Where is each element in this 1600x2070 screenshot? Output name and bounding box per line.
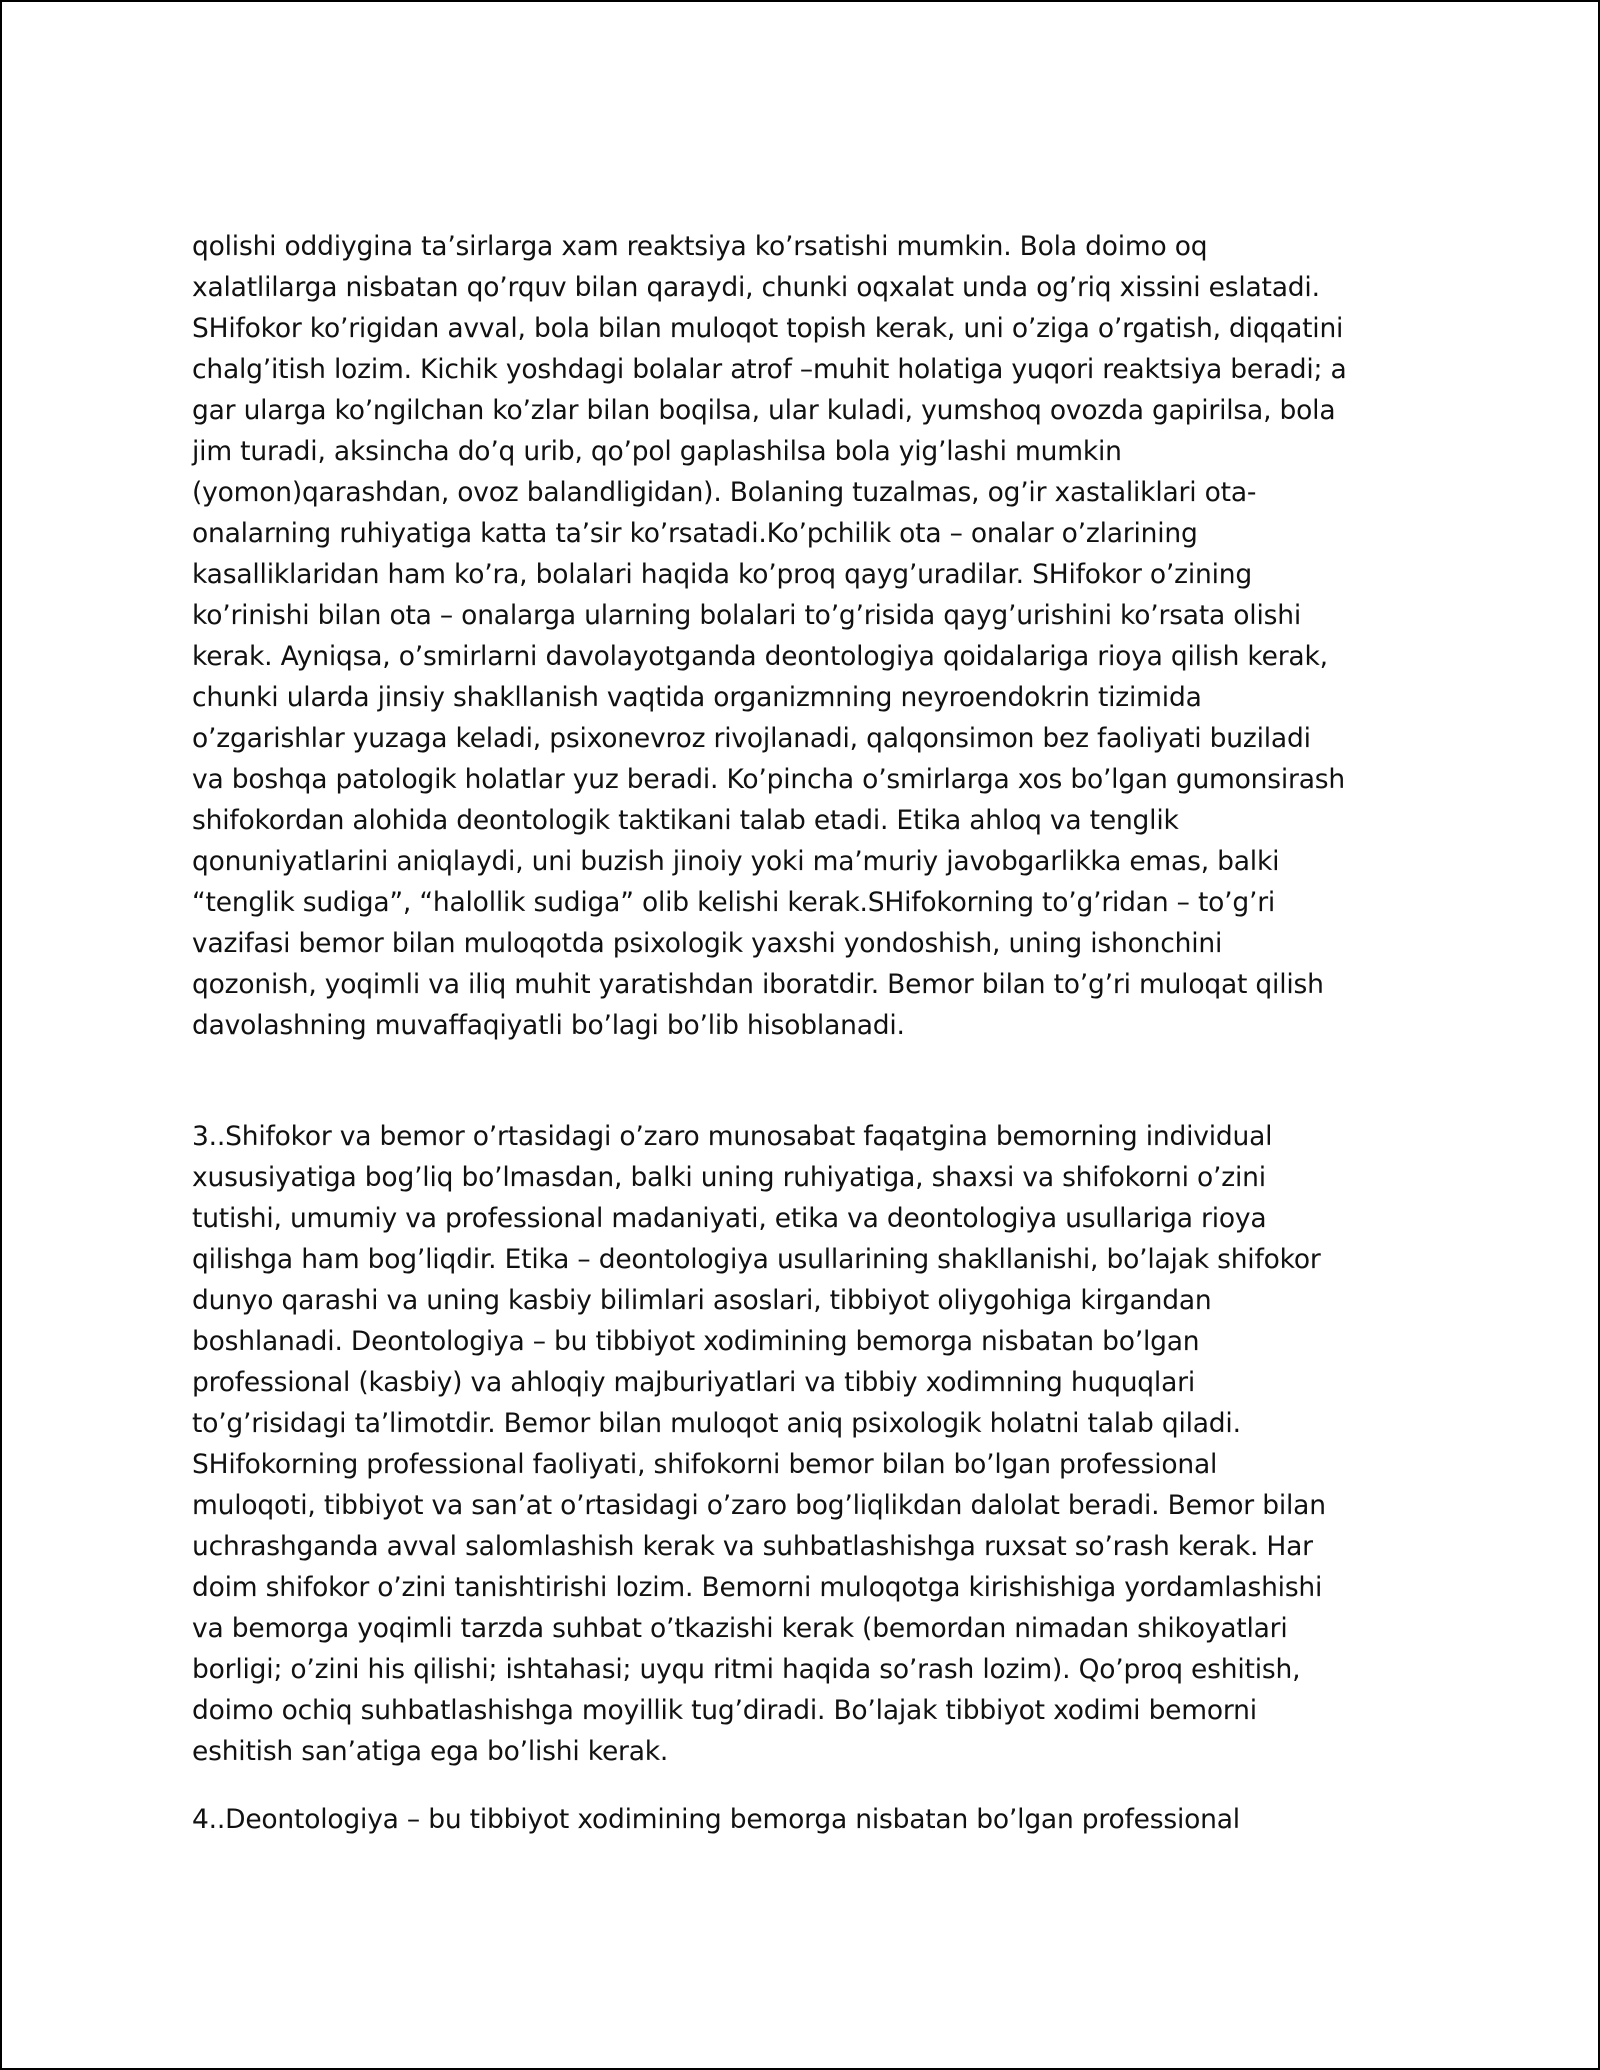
text-line: 3..Shifokor va bemor o’rtasidagi o’zaro munosabat faqatgina bemorning individual: [192, 1121, 1273, 1152]
text-line: to’g’risidagi ta’limotdir. Bemor bilan muloqot aniq psixologik holatni talab qiladi.: [192, 1408, 1241, 1439]
text-line: vazifasi bemor bilan muloqotda psixologik yaxshi yondoshish, uning ishonchini: [192, 928, 1223, 959]
text-line: ko’rinishi bilan ota – onalarga ularning bolalari to’g’risida qayg’urishini ko’rsata olishi: [192, 600, 1301, 631]
text-line: eshitish san’atiga ega bo’lishi kerak.: [192, 1736, 669, 1767]
text-line: va boshqa patologik holatlar yuz beradi. Ko’pincha o’smirlarga xos bo’lgan gumonsirash: [192, 764, 1345, 795]
text-line: muloqoti, tibbiyot va san’at o’rtasidagi o’zaro bog’liqlikdan dalolat beradi. Bemor bilan: [192, 1490, 1326, 1521]
text-line: professional (kasbiy) va ahloqiy majburiyatlari va tibbiy xodimning huquqlari: [192, 1367, 1195, 1398]
text-line: qolishi oddiygina ta’sirlarga xam reaktsiya ko’rsatishi mumkin. Bola doimo oq: [192, 231, 1208, 262]
text-line: kasalliklaridan ham ko’ra, bolalari haqida ko’proq qayg’uradilar. SHifokor o’zining: [192, 559, 1252, 590]
text-line: SHifokor ko’rigidan avval, bola bilan muloqot topish kerak, uni o’ziga o’rgatish, diqqatini: [192, 313, 1344, 344]
text-line: kerak. Ayniqsa, o’smirlarni davolayotganda deontologiya qoidalariga rioya qilish kerak,: [192, 641, 1328, 672]
text-line: dunyo qarashi va uning kasbiy bilimlari asoslari, tibbiyot oliygohiga kirgandan: [192, 1285, 1212, 1316]
text-line: qilishga ham bog’liqdir. Etika – deontologiya usullarining shakllanishi, bo’lajak shifokor: [192, 1244, 1321, 1275]
text-line: shifokordan alohida deontologik taktikani talab etadi. Etika ahloq va tenglik: [192, 805, 1179, 836]
text-line: doimo ochiq suhbatlashishga moyillik tug’diradi. Bo’lajak tibbiyot xodimi bemorni: [192, 1695, 1257, 1726]
text-line: va bemorga yoqimli tarzda suhbat o’tkazishi kerak (bemordan nimadan shikoyatlari: [192, 1613, 1288, 1644]
text-line: boshlanadi. Deontologiya – bu tibbiyot xodimining bemorga nisbatan bo’lgan: [192, 1326, 1200, 1357]
text-line: davolashning muvaffaqiyatli bo’lagi bo’lib hisoblanadi.: [192, 1010, 905, 1041]
text-line: gar ularga ko’ngilchan ko’zlar bilan boqilsa, ular kuladi, yumshoq ovozda gapirilsa, bola: [192, 395, 1336, 426]
text-line: jim turadi, aksincha do’q urib, qo’pol gaplashilsa bola yig’lashi mumkin: [192, 436, 1122, 467]
paragraph-children-deontology: [192, 226, 1442, 1046]
text-line: SHifokorning professional faoliyati, shifokorni bemor bilan bo’lgan professional: [192, 1449, 1218, 1480]
text-line: doim shifokor o’zini tanishtirishi lozim. Bemorni muloqotga kirishishiga yordamlashishi: [192, 1572, 1323, 1603]
text-line: chunki ularda jinsiy shakllanish vaqtida organizmning neyroendokrin tizimida: [192, 682, 1202, 713]
text-line: borligi; o’zini his qilishi; ishtahasi; uyqu ritmi haqida so’rash lozim). Qo’proq eshitish,: [192, 1654, 1301, 1685]
text-line: chalg’itish lozim. Kichik yoshdagi bolalar atrof –muhit holatiga yuqori reaktsiya beradi; a: [192, 354, 1347, 385]
text-line: xalatlilarga nisbatan qo’rquv bilan qaraydi, chunki oqxalat unda og’riq xissini eslatadi.: [192, 272, 1320, 303]
paragraph-section-3: [192, 1116, 1442, 1772]
text-line: qonuniyatlarini aniqlaydi, uni buzish jinoiy yoki ma’muriy javobgarlikka emas, balki: [192, 846, 1280, 877]
text-line: “tenglik sudiga”, “halollik sudiga” olib kelishi kerak.SHifokorning to’g’ridan – to’g’ri: [192, 887, 1276, 918]
text-line: o’zgarishlar yuzaga keladi, psixonevroz rivojlanadi, qalqonsimon bez faoliyati buziladi: [192, 723, 1311, 754]
text-line: (yomon)qarashdan, ovoz balandligidan). Bolaning tuzalmas, og’ir xastaliklari ota-: [192, 477, 1257, 508]
text-line: uchrashganda avval salomlashish kerak va suhbatlashishga ruxsat so’rash kerak. Har: [192, 1531, 1313, 1562]
text-line: qozonish, yoqimli va iliq muhit yaratishdan iboratdir. Bemor bilan to’g’ri muloqat qilish: [192, 969, 1324, 1000]
text-line: xususiyatiga bog’liq bo’lmasdan, balki uning ruhiyatiga, shaxsi va shifokorni o’zini: [192, 1162, 1266, 1193]
paragraph-section-4: [192, 1799, 1442, 1840]
text-line: 4..Deontologiya – bu tibbiyot xodimining bemorga nisbatan bo’lgan professional: [192, 1804, 1240, 1835]
text-line: onalarning ruhiyatiga katta ta’sir ko’rsatadi.Ko’pchilik ota – onalar o’zlarining: [192, 518, 1198, 549]
text-line: tutishi, umumiy va professional madaniyati, etika va deontologiya usullariga rioya: [192, 1203, 1267, 1234]
